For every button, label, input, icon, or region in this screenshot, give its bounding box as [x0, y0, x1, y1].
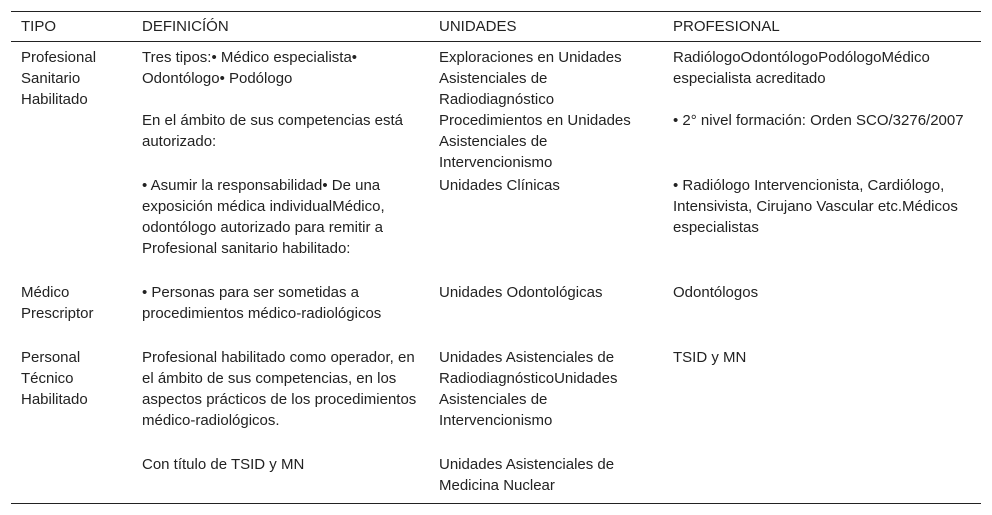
header-definicion: DEFINICÍÓN	[142, 18, 229, 35]
table-row	[11, 454, 981, 503]
cell-definicion: • Personas para ser sometidas a procedimientos médico-radiológicos	[142, 284, 382, 322]
cell-profesional: TSID y MN	[673, 349, 747, 366]
cell-profesional: • Radiólogo Intervencionista, Cardiólogo, Intensivista, Cirujano Vascular etc.Médicos especialistas	[673, 177, 958, 236]
cell-profesional: RadiólogoOdontólogoPodólogoMédico especialista acreditado	[673, 49, 930, 87]
header-unidades: UNIDADES	[439, 18, 517, 35]
header-profesional: PROFESIONAL	[673, 18, 780, 35]
cell-tipo: Profesional Sanitario Habilitado	[21, 49, 97, 108]
cell-unidades: Procedimientos en Unidades Asistenciales de Intervencionismo	[439, 112, 631, 171]
header-tipo: TIPO	[21, 18, 57, 35]
table-row	[11, 347, 981, 454]
table-row	[11, 175, 981, 282]
table-body	[11, 42, 981, 504]
cell-tipo: Personal Técnico Habilitado	[21, 349, 88, 408]
header-row	[11, 12, 981, 42]
cell-unidades: Exploraciones en Unidades Asistenciales de Radiodiagnóstico	[439, 49, 622, 108]
cell-tipo: Médico Prescriptor	[21, 284, 94, 322]
cell-definicion: En el ámbito de sus competencias está autorizado:	[142, 112, 403, 150]
cell-profesional: • 2° nivel formación: Orden SCO/3276/2007	[673, 112, 964, 129]
cell-unidades: Unidades Odontológicas	[439, 284, 603, 301]
cell-definicion: Profesional habilitado como operador, en el ámbito de sus competencias, en los aspectos prácticos de los procedimientos médico-radiológicos.	[142, 349, 417, 429]
cell-tipo	[11, 175, 132, 282]
cell-definicion: Tres tipos:• Médico especialista• Odontólogo• Podólogo	[142, 49, 358, 87]
cell-unidades: Unidades Asistenciales de Medicina Nuclear	[439, 456, 615, 494]
cell-profesional: Odontólogos	[673, 284, 759, 301]
table-row	[11, 282, 981, 347]
cell-unidades: Unidades Clínicas	[439, 177, 560, 194]
cell-tipo	[11, 454, 132, 503]
cell-profesional	[663, 454, 981, 503]
professionals-table	[11, 11, 981, 504]
cell-tipo	[11, 110, 132, 175]
cell-unidades: Unidades Asistenciales de RadiodiagnósticoUnidades Asistenciales de Intervencionismo	[439, 349, 618, 429]
cell-definicion: Con título de TSID y MN	[142, 456, 305, 473]
table-row	[11, 42, 981, 111]
table-row	[11, 110, 981, 175]
table-header	[11, 12, 981, 42]
cell-definicion: • Asumir la responsabilidad• De una exposición médica individualMédico, odontólogo autorizado para remitir a Profesional sanitario habilitado:	[142, 177, 385, 257]
